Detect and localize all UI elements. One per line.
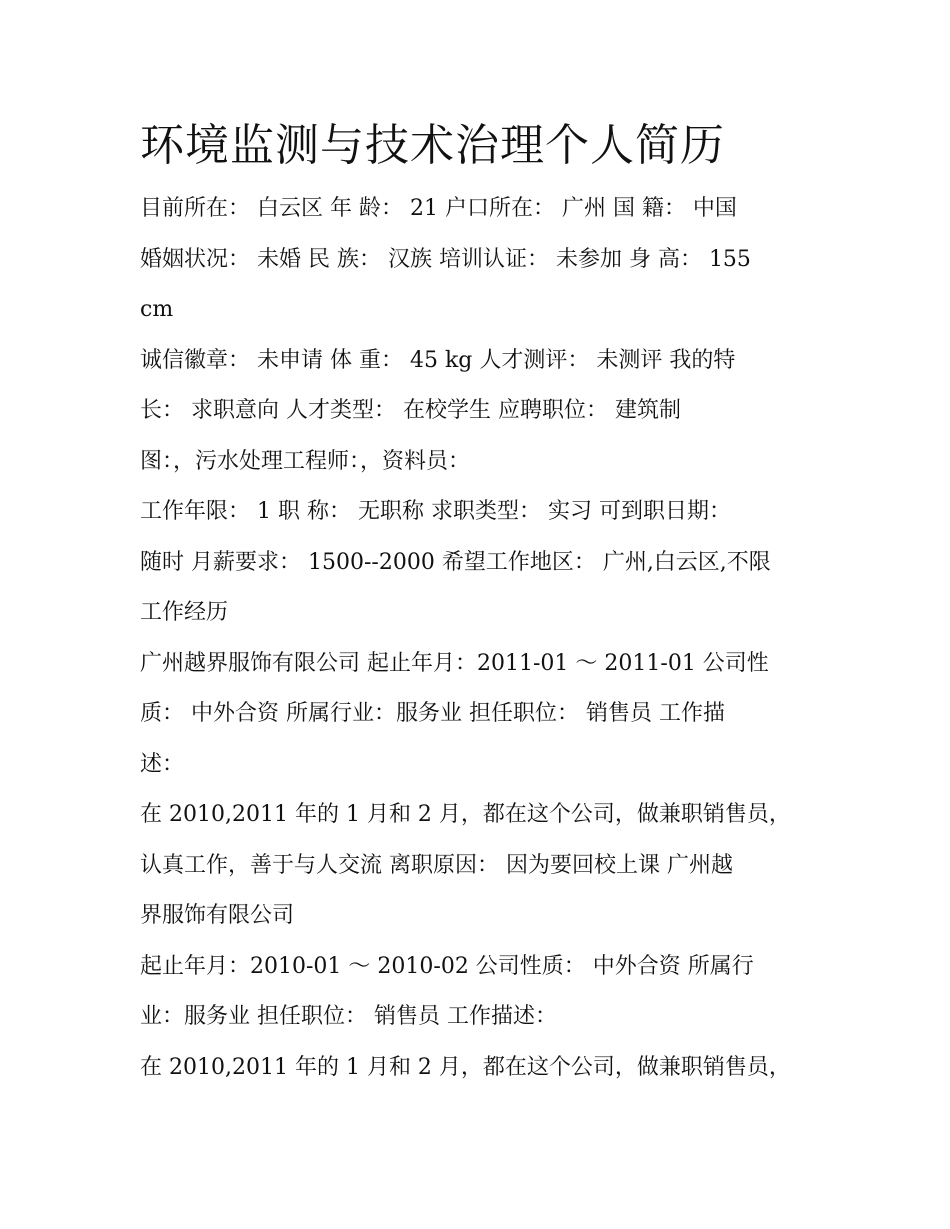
text-line: 质： 中外合资 所属行业：服务业 担任职位： 销售员 工作描 xyxy=(140,701,725,726)
text-line: 广州越界服饰有限公司 起止年月：2011-01 ～ 2011-01 公司性 xyxy=(140,650,769,676)
resume-title: 环境监测与技术治理个人简历 xyxy=(140,120,725,171)
section-heading-work-experience: 工作经历 xyxy=(140,600,229,625)
text-line: 认真工作，善于与人交流 离职原因： 因为要回校上课 广州越 xyxy=(140,852,733,878)
text-line: 业：服务业 担任职位： 销售员 工作描述： xyxy=(140,1004,557,1029)
resume-body xyxy=(140,184,820,1093)
text-line: 目前所在： 白云区 年 龄： 21 户口所在： 广州 国 籍： 中国 xyxy=(140,196,737,221)
text-line: 在 2010,2011 年的 1 月和 2 月，都在这个公司，做兼职销售员， xyxy=(140,1054,791,1080)
text-line: 婚姻状况： 未婚 民 族： 汉族 培训认证： 未参加 身 高： 155 xyxy=(140,246,751,272)
text-line: 起止年月：2010-01 ～ 2010-02 公司性质： 中外合资 所属行 xyxy=(140,953,754,979)
text-line: 随时 月薪要求： 1500--2000 希望工作地区： 广州,白云区,不限 xyxy=(140,549,771,575)
text-line: 诚信徽章： 未申请 体 重： 45 kg 人才测评： 未测评 我的特 xyxy=(140,347,736,373)
text-line: cm xyxy=(140,297,174,322)
text-line: 述： xyxy=(140,751,185,777)
text-line: 长： 求职意向 人才类型： 在校学生 应聘职位： 建筑制 xyxy=(140,398,681,423)
text-line: 图：，污水处理工程师：，资料员： xyxy=(140,448,471,474)
resume-page xyxy=(140,110,820,1093)
text-line: 界服饰有限公司 xyxy=(140,903,295,928)
text-line: 工作年限： 1 职 称： 无职称 求职类型： 实习 可到职日期： xyxy=(140,499,731,524)
text-line: 在 2010,2011 年的 1 月和 2 月，都在这个公司，做兼职销售员， xyxy=(140,802,791,827)
